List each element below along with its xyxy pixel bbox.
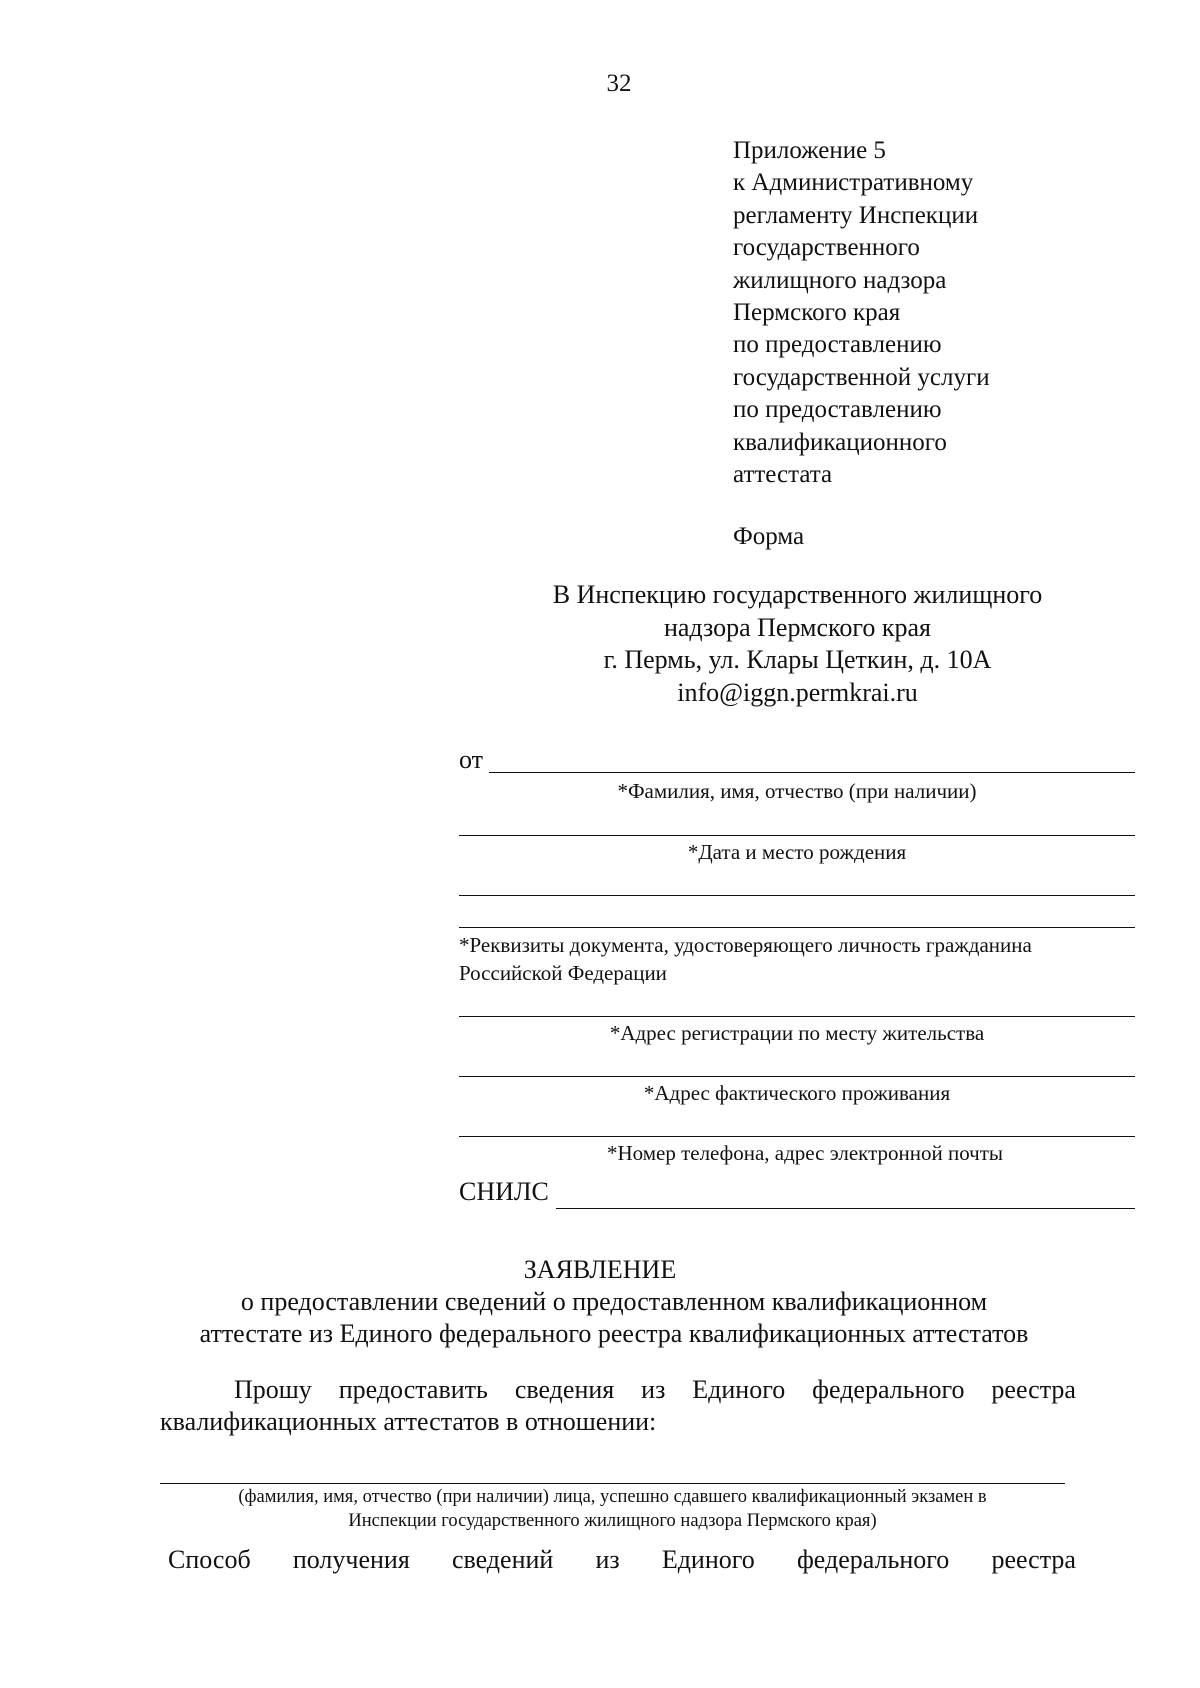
appendix-line: аттестата	[733, 461, 833, 489]
person-note	[160, 1486, 1065, 1533]
page-number: 32	[606, 70, 632, 97]
request-word: реестра	[991, 1375, 1076, 1404]
statement-subtitle-line1: о предоставлении сведений о предоставленном квалификационном	[240, 1287, 988, 1316]
appendix-line: квалификационного	[733, 428, 947, 456]
fio-input-line[interactable]	[489, 772, 1135, 773]
addressee-block	[460, 579, 1135, 709]
appendix-line: по предоставлению	[733, 331, 942, 359]
appendix-line: Приложение 5	[733, 137, 886, 164]
request-line1	[234, 1375, 1076, 1405]
id-doc-caption-line2: Российской Федерации	[459, 961, 667, 985]
request-line2: квалификационных аттестатов в отношении:	[160, 1407, 657, 1436]
reg-address-input-line[interactable]	[459, 1016, 1135, 1017]
addressee-email: info@iggn.permkrai.ru	[677, 677, 918, 707]
contacts-input-line[interactable]	[459, 1136, 1135, 1137]
reg-address-caption: *Адрес регистрации по месту жительства	[609, 1021, 985, 1045]
method-word: Единого	[661, 1545, 755, 1574]
request-word: предоставить	[338, 1375, 488, 1404]
appendix-line: государственного	[733, 234, 920, 262]
request-word: Прошу	[234, 1375, 312, 1404]
actual-address-caption: *Адрес фактического проживания	[643, 1081, 951, 1105]
request-word: сведения	[514, 1375, 615, 1404]
birth-input-line[interactable]	[459, 835, 1135, 836]
appendix-line: регламенту Инспекции	[733, 201, 979, 229]
snils-input-line[interactable]	[556, 1208, 1135, 1209]
method-word: Способ	[168, 1545, 251, 1574]
request-word: из	[641, 1375, 666, 1404]
statement-title: ЗАЯВЛЕНИЕ	[523, 1255, 677, 1284]
id-doc-caption-line1: *Реквизиты документа, удостоверяющего личность гражданина	[459, 933, 1032, 957]
form-label: Форма	[733, 523, 805, 550]
method-word: федерального	[796, 1545, 950, 1574]
fio-caption: *Фамилия, имя, отчество (при наличии)	[617, 779, 977, 803]
from-label: от	[459, 745, 484, 774]
appendix-header	[733, 135, 990, 491]
person-input-line[interactable]	[160, 1483, 1065, 1484]
appendix-line: государственной услуги	[733, 363, 990, 391]
addressee-line: В Инспекцию государственного жилищного	[552, 580, 1043, 609]
method-word: реестра	[991, 1545, 1076, 1574]
appendix-line: к Административному	[733, 169, 974, 197]
method-line	[168, 1545, 1076, 1575]
addressee-line: надзора Пермского края	[663, 612, 932, 642]
method-word: получения	[292, 1545, 410, 1574]
appendix-line: жилищного надзора	[733, 266, 947, 294]
actual-address-input-line[interactable]	[459, 1076, 1135, 1077]
method-word: сведений	[451, 1545, 554, 1574]
birth-caption: *Дата и место рождения	[687, 840, 907, 864]
id-doc-input-line-2[interactable]	[459, 927, 1135, 928]
appendix-line: Пермского края	[733, 299, 901, 327]
person-note-line1: (фамилия, имя, отчество (при наличии) лица, успешно сдавшего квалификационный экзамен в	[238, 1487, 987, 1507]
method-word: из	[595, 1545, 620, 1574]
snils-label: СНИЛС	[459, 1177, 549, 1206]
request-word: федерального	[812, 1375, 965, 1404]
contacts-caption: *Номер телефона, адрес электронной почты	[606, 1141, 1004, 1165]
id-doc-input-line-1[interactable]	[459, 895, 1135, 896]
person-note-line2: Инспекции государственного жилищного надзора Пермского края)	[348, 1510, 877, 1531]
statement-subtitle-line2: аттестате из Единого федерального реестра квалификационных аттестатов	[199, 1319, 1029, 1348]
addressee-line: г. Пермь, ул. Клары Цеткин, д. 10А	[603, 645, 992, 674]
request-word: Единого	[692, 1375, 786, 1404]
appendix-line: по предоставлению	[733, 396, 942, 424]
